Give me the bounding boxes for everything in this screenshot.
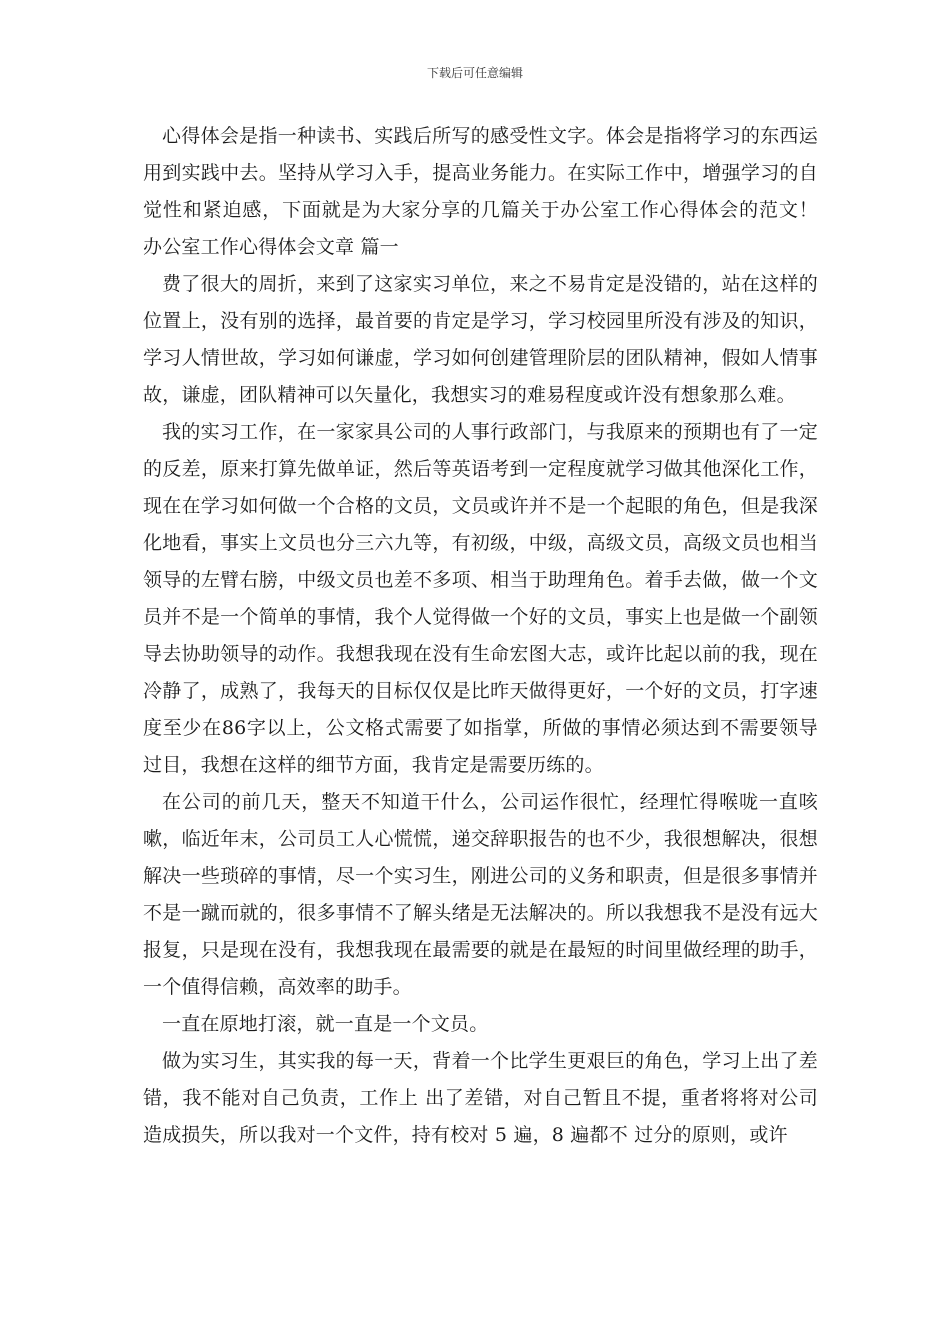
paragraph-intro: 心得体会是指一种读书、实践后所写的感受性文字。体会是指将学习的东西运用到实践中去。坚持从学习入手，提高业务能力。在实际工作中，增强学习的自觉性和紧迫感，下面就是为大家分享的几篇关于办公室工作心得体会的范文！ 办公室工作心得体会文章 篇一 (143, 125, 818, 258)
page-header: 下载后可任意编辑 (426, 66, 523, 80)
document-body (143, 118, 818, 1154)
paragraph-arrival: 费了很大的周折，来到了这家实习单位，来之不易肯定是没错的，站在这样的位置上，没有别的选择，最首要的肯定是学习，学习校园里所没有涉及的知识，学习人情世故，学习如何谦虚，学习如何创建管理阶层的团队精神，假如人情事故，谦虚，团队精神可以矢量化，我想实习的难易程度或许没有想象那么难。 (143, 273, 818, 406)
paragraph-intern-role: 做为实习生，其实我的每一天，背着一个比学生更艰巨的角色，学习上出了差错，我不能对自己负责，工作上 出了差错，对自己暂且不提，重者将将对公司造成损失，所以我对一个文件，持有校对 5 遍，8 遍都不 过分的原则，或许 (143, 1050, 818, 1146)
paragraph-first-days: 在公司的前几天，整天不知道干什么，公司运作很忙，经理忙得喉咙一直咳嗽，临近年末，公司员工人心慌慌，递交辞职报告的也不少，我很想解决，很想解决一些琐碎的事情，尽一个实习生，刚进公司的义务和职责，但是很多事情并不是一蹴而就的，很多事情不了解头绪是无法解决的。所以我想我不是没有远大报复，只是现在没有，我想我现在最需要的就是在最短的时间里做经理的助手，一个值得信赖，高效率的助手。 (143, 791, 818, 998)
paragraph-clerk-work: 我的实习工作，在一家家具公司的人事行政部门，与我原来的预期也有了一定的反差，原来打算先做单证，然后等英语考到一定程度就学习做其他深化工作，现在在学习如何做一个合格的文员，文员或许并不是一个起眼的角色，但是我深化地看，事实上文员也分三六九等，有初级，中级，高级文员，高级文员也相当领导的左臂右膀，中级文员也差不多项、相当于助理角色。着手去做，做一个文员并不是一个简单的事情，我个人觉得做一个好的文员，事实上也是做一个副领导去协助领导的动作。我想我现在没有生命宏图大志，或许比起以前的我，现在冷静了，成熟了，我每天的目标仅仅是比昨天做得更好，一个好的文员，打字速度至少在86字以上，公文格式需要了如指掌，所做的事情必须达到不需要领导过目，我想在这样的细节方面，我肯定是需要历练的。 (143, 421, 818, 776)
paragraph-short-line: 一直在原地打滚，就一直是一个文员。 (162, 1013, 489, 1035)
